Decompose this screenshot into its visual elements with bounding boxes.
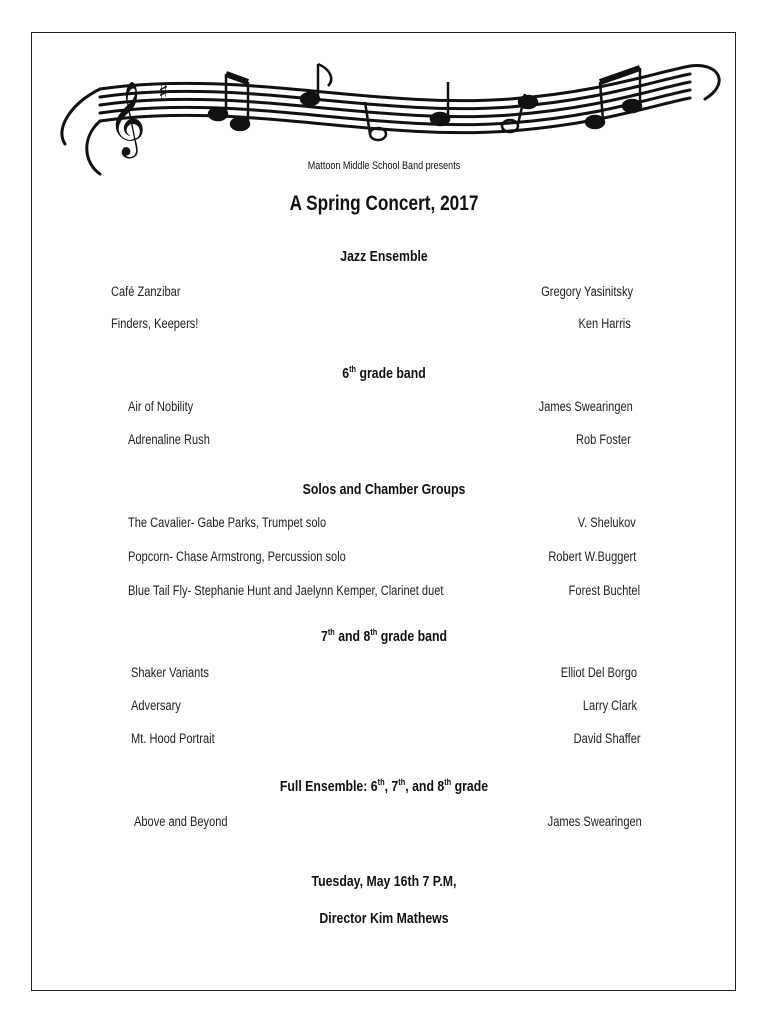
composer-name: Elliot Del Borgo — [560, 665, 637, 680]
director-name: Director Kim Mathews — [319, 910, 449, 927]
concert-title: A Spring Concert, 2017 — [289, 192, 479, 215]
piece-title: Above and Beyond — [134, 814, 228, 829]
composer-name: V. Shelukov — [577, 515, 636, 530]
composer-name: Robert W.Buggert — [548, 549, 636, 564]
composer-name: James Swearingen — [547, 814, 642, 829]
svg-text:♯: ♯ — [158, 80, 169, 105]
piece-title: Blue Tail Fly- Stephanie Hunt and Jaelynn Kemper, Clarinet duet — [128, 583, 444, 598]
music-staff-illustration — [40, 44, 730, 204]
presenter-line: Mattoon Middle School Band presents — [307, 160, 461, 172]
section-heading-full-ensemble: Full Ensemble: 6th, 7th, and 8th grade — [279, 777, 489, 795]
composer-name: Gregory Yasinitsky — [541, 284, 633, 299]
composer-name: David Shaffer — [574, 731, 641, 746]
piece-title: Air of Nobility — [128, 399, 194, 414]
concert-date-time: Tuesday, May 16th 7 P.M, — [311, 873, 457, 890]
piece-title: Finders, Keepers! — [111, 316, 199, 331]
section-heading-solos: Solos and Chamber Groups — [302, 481, 466, 498]
piece-title: The Cavalier- Gabe Parks, Trumpet solo — [128, 515, 327, 530]
composer-name: Forest Buchtel — [568, 583, 640, 598]
composer-name: Rob Foster — [576, 432, 631, 447]
section-heading-sixth-grade: 6th grade band — [342, 364, 426, 382]
piece-title: Mt. Hood Portrait — [131, 731, 215, 746]
piece-title: Popcorn- Chase Armstrong, Percussion solo — [128, 549, 346, 564]
section-heading-jazz: Jazz Ensemble — [340, 248, 428, 265]
piece-title: Shaker Variants — [131, 665, 209, 680]
piece-title: Adversary — [131, 698, 181, 713]
piece-title: Adrenaline Rush — [128, 432, 210, 447]
composer-name: Larry Clark — [582, 698, 637, 713]
composer-name: Ken Harris — [578, 316, 631, 331]
composer-name: James Swearingen — [538, 399, 633, 414]
piece-title: Café Zanzibar — [111, 284, 181, 299]
section-heading-seventh-eighth-grade: 7th and 8th grade band — [320, 627, 448, 645]
svg-text:𝄞: 𝄞 — [108, 82, 146, 156]
